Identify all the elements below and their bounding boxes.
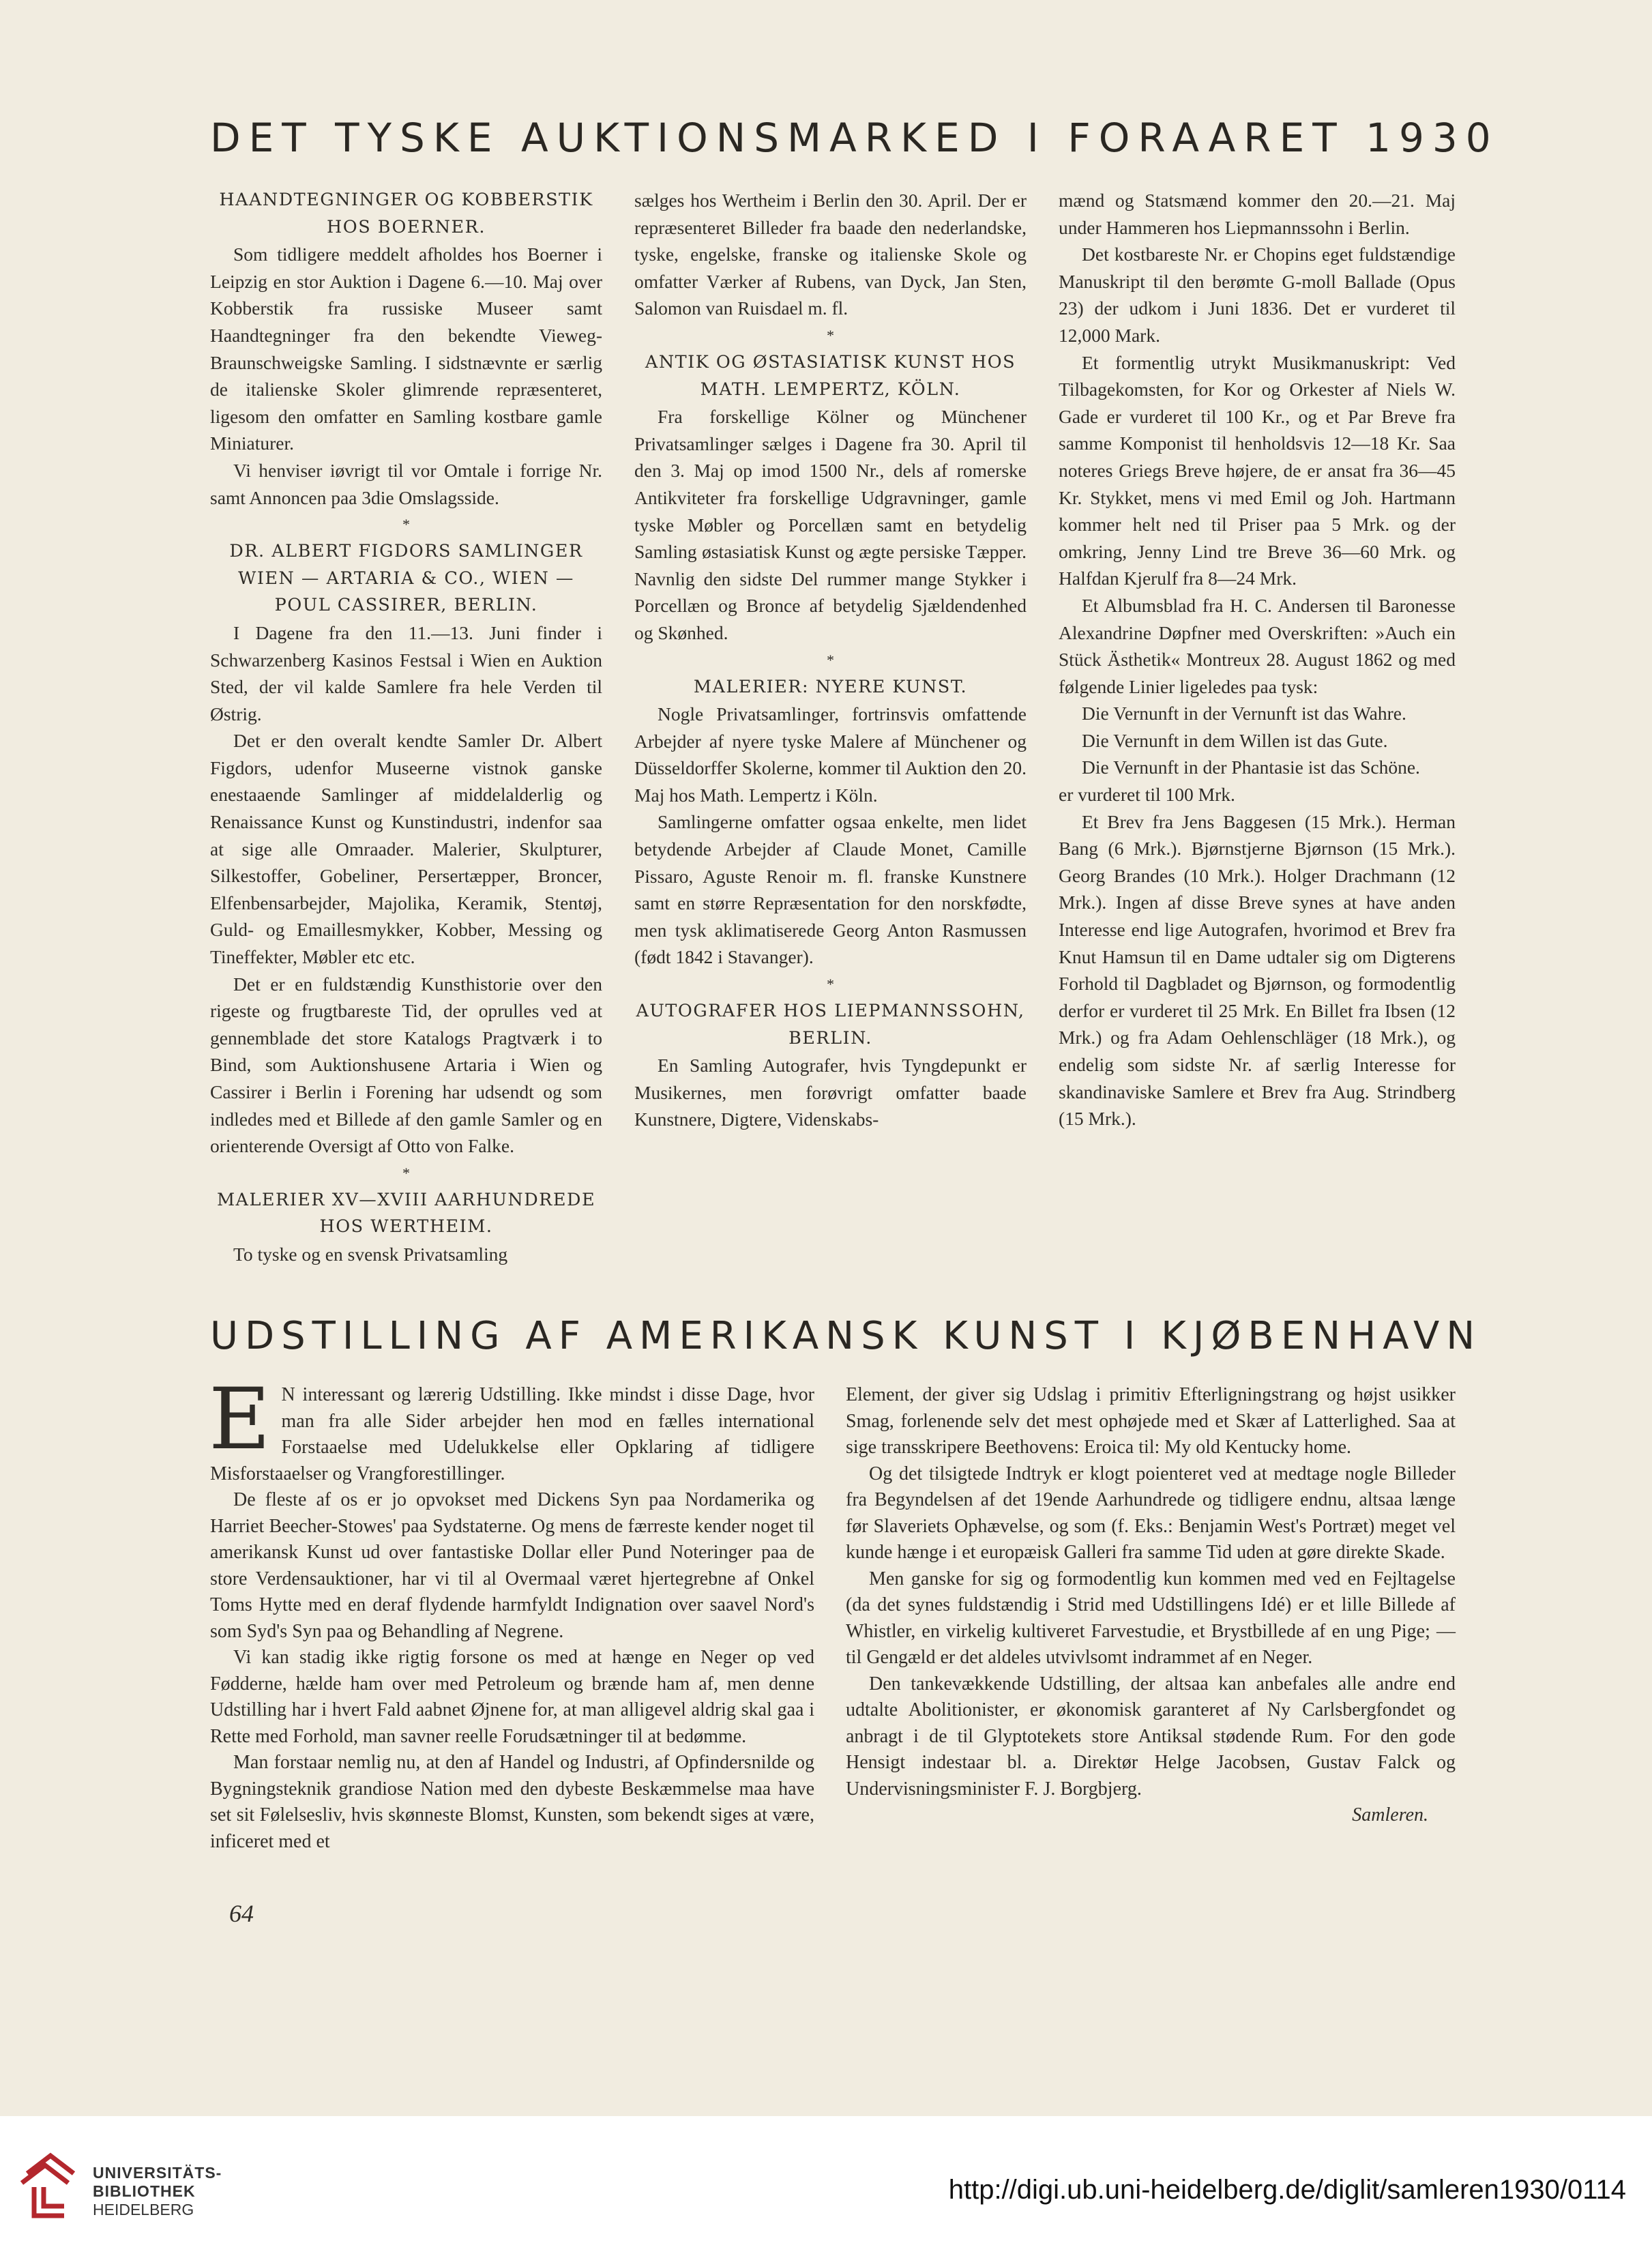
paragraph-text: N interessant og lærerig Udstilling. Ikke mindst i disse Dage, hvor man fra alle Sider arbejder hen mod en fælles international Forstaaelse med Udelukkelse eller Opklaring af tidligere Misforstaaelser og Vrangforestillinger. (210, 1384, 814, 1484)
page-number: 64 (229, 1900, 254, 1927)
column-4 (209, 1370, 814, 1855)
paragraph: Det kostbareste Nr. er Chopins eget fuldstændige Manuskript til den berømte G-moll Ballade (Opus 23) der udkom i Juni 1836. Det er vurderet til 12,000 Mark. (1059, 244, 1456, 346)
section-heading: ANTIK OG ØSTASIATISK KUNST HOS MATH. LEMPERTZ, KÖLN. (645, 351, 1016, 400)
paragraph: I Dagene fra den 11.—13. Juni finder i Schwarzenberg Kasinos Festsal i Wien en Auktion Sted, der vil kalde Samlere fra hele Verden til Østrig. (210, 621, 602, 724)
paragraph: Den tankevækkende Udstilling, der altsaa kan anbefales alle andre end udtalte Abolitionister, er økonomisk garanteret af Ny Carlsbergfondet og anbragt i de til Glyptotekets store Antiksal stødende Rum. For den gode Hensigt indestaar bl. a. Direktør Helge Jacobsen, Gustav Falck og Undervisningsminister F. J. Borgbjerg. (846, 1673, 1456, 1800)
paragraph: Samlingerne omfatter ogsaa enkelte, men lidet betydende Arbejder af Claude Monet, Camille Pissaro, Aguste Renoir m. fl. franske Kunstnere samt en større Repræsentation for den norskfødte, men tysk aklimatiserede Georg Anton Rasmussen (født 1842 i Stavanger). (634, 811, 1027, 968)
library-name-line: HEIDELBERG (93, 2201, 194, 2218)
section-heading: MALERIER XV—XVIII AARHUNDREDE HOS WERTHEIM. (216, 1189, 596, 1237)
paragraph: Et Brev fra Jens Baggesen (15 Mrk.). Herman Bang (6 Mrk.). Bjørnstjerne Bjørnson (15 Mrk.). Georg Brandes (10 Mrk.). Holger Drachmann (12 Mrk.). Ingen af disse Breve synes at have anden Interesse end lige Autografen, hvorimod et Brev fra Knut Hamsun til en Dame udtaler sig om Digterens Forhold til Dagbladet og Bjørnson, og formodentlig derfor er vurderet til 25 Mrk. En Billet fra Ibsen (12 Mrk.) og fra Adam Oehlenschläger (18 Mrk.), og endelig som sidste Nr. af særlig Interesse for skandinaviske Samlere et Brev fra Aug. Strindberg (15 Mrk.). (1059, 810, 1456, 1130)
column-1 (210, 187, 602, 1268)
section-divider: * (827, 651, 834, 669)
library-name (93, 2164, 222, 2219)
section-heading: HAANDTEGNINGER OG KOBBERSTIK HOS BOERNER. (219, 190, 593, 237)
section-heading: DR. ALBERT FIGDORS SAMLINGER WIEN — ARTARIA & CO., WIEN — POUL CASSIRER, BERLIN. (229, 541, 583, 616)
paragraph: Et formentlig utrykt Musikmanuskript: Ved Tilbagekomsten, for Kor og Orkester af Niels W. Gade er vurderet til 100 Kr., og et Par Breve fra samme Komponist til henholdsvis 12—18 Kr. Saa noteres Griegs Breve højere, de er ansat fra 36—45 Kr. Stykket, mens vi med Emil og Joh. Hartmann kommer helt ned til Priser paa 5 Mrk. og der omkring, Jenny Lind tre Breve 36—60 Mrk. og Halfdan Kjerulf fra 8—24 Mrk. (1059, 351, 1456, 589)
paragraph: Man forstaar nemlig nu, at den af Handel og Industri, af Opfindersnilde og Bygningsteknik grandiose Nation med den dybeste Beskæmmelse maa have set sit Følelsesliv, hvis skønneste Blomst, Kunsten, som bekendt siges at være, inficeret med et (210, 1752, 814, 1852)
section-divider: * (827, 326, 834, 344)
paragraph: Nogle Privatsamlinger, fortrinsvis omfattende Arbejder af nyere tyske Malere af Münchener og Düsseldorffer Skolerne, kommer til Auktion den 20. Maj hos Math. Lempertz i Köln. (634, 703, 1027, 806)
paragraph: En Samling Autografer, hvis Tyngdepunkt er Musikernes, men forøvrigt omfatter baade Kunstnere, Digtere, Videnskabs- (634, 1055, 1027, 1130)
paragraph: To tyske og en svensk Privatsamling (233, 1243, 508, 1265)
library-name-line: UNIVERSITÄTS- (93, 2164, 222, 2182)
paragraph: Og det tilsigtede Indtryk er klogt poienteret ved at medtage nogle Billeder fra Begyndelsen af det 19ende Aarhundrede og tidligere endnu, altsaa længe før Slaveriets Ophævelse, og som (f. Eks.: Benjamin West's Portræt) meget vel kunde hænge i et europæisk Galleri fra samme Tid uden at gøre direkte Skade. (846, 1463, 1456, 1563)
paragraph: mænd og Statsmænd kommer den 20.—21. Maj under Hammeren hos Liepmannssohn i Berlin. (1059, 190, 1456, 238)
section-divider: * (402, 1164, 410, 1182)
paragraph: Fra forskellige Kölner og Münchener Privatsamlinger sælges i Dagene fra 30. April til den 3. Maj op imod 1500 Nr., dels af romerske Antikviteter fra forskellige Udgravninger, gamle tyske Møbler og Porcellæn samt en betydelig Samling østasiatisk Kunst og ægte persiske Tæpper. Navnlig den sidste Del rummer mange Stykker i Porcellæn og Bronce af betydelig Sjældendenhed og Skønhed. (634, 406, 1027, 643)
section-divider: * (402, 516, 410, 533)
signature: Samleren. (1352, 1804, 1428, 1826)
drop-cap: E (209, 1370, 271, 1469)
paragraph: Vi henviser iøvrigt til vor Omtale i forrige Nr. samt Annoncen paa 3die Omslagsside. (210, 459, 602, 508)
library-name-line: BIBLIOTHEK (93, 2182, 196, 2200)
quote-line: Die Vernunft in der Vernunft ist das Wahre. (1082, 703, 1406, 724)
paragraph: er vurderet til 100 Mrk. (1059, 784, 1235, 806)
column-2 (634, 187, 1027, 1133)
column-5 (846, 1382, 1456, 1829)
quote-line: Die Vernunft in dem Willen ist das Gute. (1082, 729, 1388, 751)
paragraph: Et Albumsblad fra H. C. Andersen til Baronesse Alexandrine Døpfner med Overskriften: »Auch ein Stück Ästhetik« Montreux 28. August 1862 og med følgende Linier ligeledes paa tysk: (1059, 594, 1456, 697)
article-headline: UDSTILLING AF AMERIKANSK KUNST I KJØBENHAVN (210, 1314, 1482, 1358)
section-divider: * (827, 976, 834, 993)
paragraph: Det er en fuldstændig Kunsthistorie over den rigeste og frugtbareste Tid, der oprulles ved at gennemblade det store Katalogs Pragtværk i to Bind, som Auktionshusene Artaria i Wien og Cassirer i Berlin i Forening har udsendt og som indledes med et Billede af den gamle Samler og en orienterende Oversigt af Otto von Falke. (210, 973, 602, 1157)
paragraph (209, 1370, 814, 1487)
library-footer (0, 2116, 1652, 2258)
paragraph: Det er den overalt kendte Samler Dr. Albert Figdors, udenfor Museerne vistnok ganske enestaaende Samlinger af middelalderlig og Renaissance Kunst og Kunstindustri, indenfor saa at sige alle Omraader. Malerier, Skulpturer, Silkestoffer, Gobeliner, Persertæpper, Broncer, Elfenbensarbejder, Majolika, Keramik, Stentøj, Guld- og Emaillesmykker, Kobber, Messing og Tineffekter, Møbler etc etc. (210, 730, 602, 968)
column-3 (1059, 187, 1456, 1132)
paragraph: Element, der giver sig Udslag i primitiv Efterligningstrang og højst usikker Smag, forlenende selv det mest ophøjede med et Skær af Latterlighed. Saa at sige transskripere Beethovens: Eroica til: My old Kentucky home. (846, 1384, 1456, 1458)
paragraph: De fleste af os er jo opvokset med Dickens Syn paa Nordamerika og Harriet Beecher-Stowes' paa Sydstaterne. Og mens de færreste kender noget til amerikansk Kunst ud over fantastiske Dollar eller Pund Noteringer paa de store Verdensauktioner, har vi til al Overmaal været hjertegrebne af Onkel Toms Hytte med en deraf flydende harmfyldt Indignation over saavel Nord's som Syd's Syn paa og Behandling af Negrene. (210, 1489, 814, 1642)
paragraph: sælges hos Wertheim i Berlin den 30. April. Der er repræsenteret Billeder fra baade den nederlandske, tyske, engelske, franske og italienske Skole og omfatter Værker af Rubens, van Dyck, Jan Sten, Salomon van Ruisdael m. fl. (634, 190, 1027, 319)
article-headline: DET TYSKE AUKTIONSMARKED I FORAARET 1930 (210, 115, 1499, 161)
paragraph: Som tidligere meddelt afholdes hos Boerner i Leipzig en stor Auktion i Dagene 6.—10. Maj over Kobberstik fra russiske Museer samt Haandtegninger fra den bekendte Vieweg-Braunschweigske Samling. I sidstnævnte er særlig de italienske Skoler glimrende repræsenteret, ligesom den omfatter en Samling kostbare gamle Miniaturer. (210, 244, 602, 454)
section-heading: AUTOGRAFER HOS LIEPMANNSSOHN, BERLIN. (636, 1001, 1025, 1049)
source-url-link[interactable]: http://digi.ub.uni-heidelberg.de/diglit/samleren1930/0114 (948, 2175, 1626, 2205)
paragraph: Vi kan stadig ikke rigtig forsone os med at hænge en Neger op ved Fødderne, hælde ham over med Petroleum og brænde ham af, men denne Udstilling har i hvert Fald aabnet Øjnene for, at man alligevel aldrig skal gaa i Rette med Forhold, man savner reelle Forudsætninger til at bedømme. (210, 1647, 814, 1747)
quote-line: Die Vernunft in der Phantasie ist das Schöne. (1082, 757, 1420, 778)
section-heading: MALERIER: NYERE KUNST. (693, 676, 968, 697)
paragraph: Men ganske for sig og formodentlig kun kommen med ved en Fejltagelse (da det synes fuldstændig i Strid med Udstillingens Idé) er et lille Billede af Whistler, en virkelig kultiveret Farvestudie, et Brystbillede af en ung Pige; — til Gengæld er det aldeles utvivlsomt indrammet af en Neger. (846, 1568, 1456, 1668)
library-logo-icon (15, 2147, 83, 2223)
